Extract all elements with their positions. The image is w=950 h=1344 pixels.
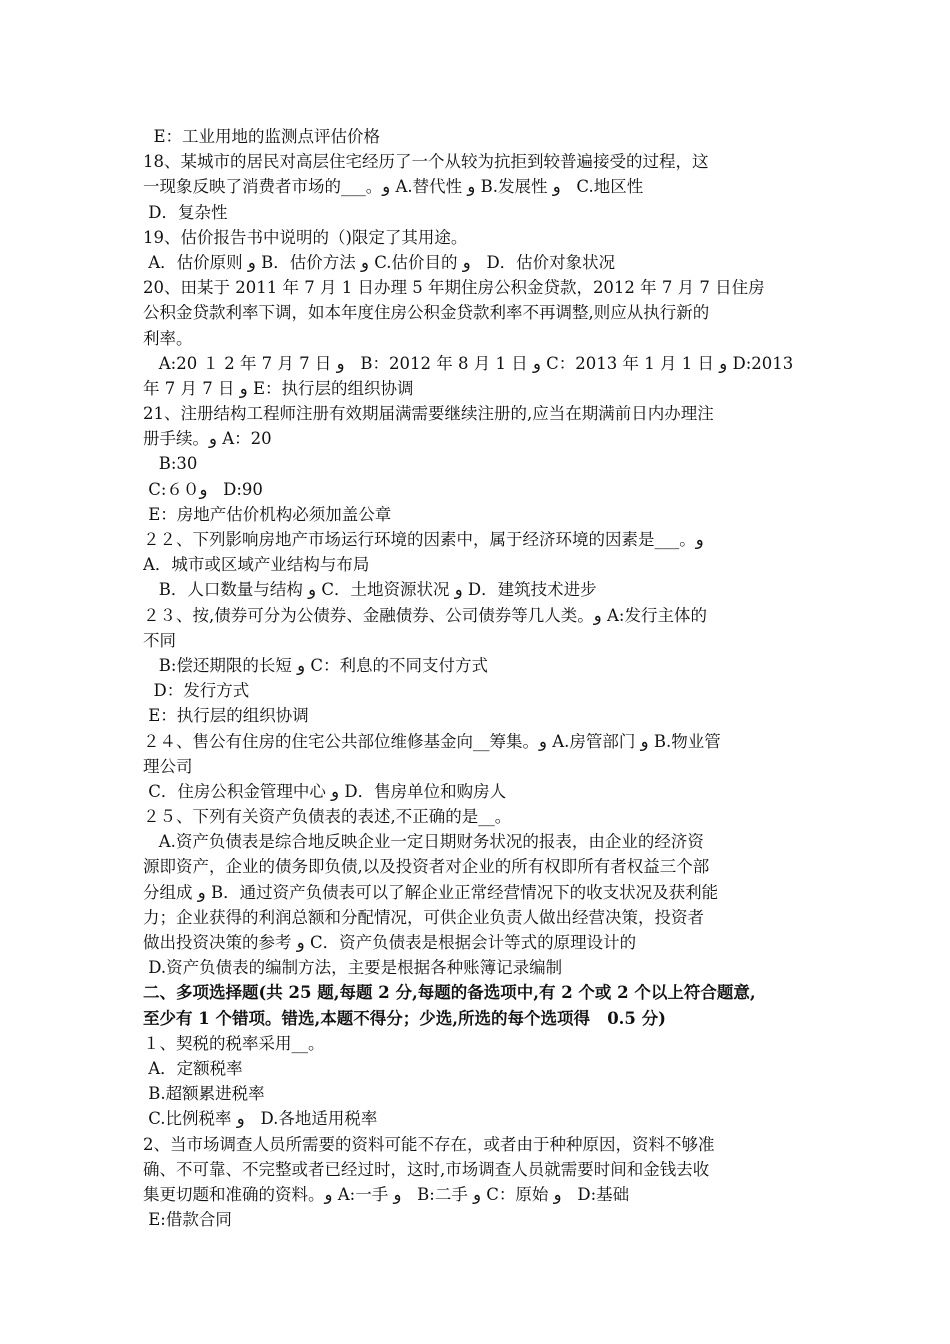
text-line: 源即资产，企业的债务即负债,以及投资者对企业的所有权即所有者权益三个部: [143, 857, 710, 877]
text-line: 理公司: [143, 756, 193, 776]
text-line: 公积金贷款利率下调，如本年度住房公积金贷款利率不再调整,则应从执行新的: [143, 303, 710, 323]
text-line: A.资产负债表是综合地反映企业一定日期财务状况的报表，由企业的经济资: [143, 832, 704, 852]
text-line: E：工业用地的监测点评估价格: [143, 127, 381, 146]
text-line: 19、估价报告书中说明的（)限定了其用途。: [143, 227, 468, 247]
section-heading: 至少有 1 个错项。错选,本题不得分；少选,所选的每个选项得 0.5 分): [143, 1008, 666, 1028]
text-line: 21、注册结构工程师注册有效期届满需要继续注册的,应当在期满前日内办理注: [143, 404, 714, 424]
text-line: 2、当市场调查人员所需要的资料可能不存在，或者由于种种原因，资料不够准: [143, 1134, 715, 1154]
document-page: [143, 124, 815, 1232]
text-line: B.超额累进税率: [143, 1084, 265, 1104]
text-line: B:30: [143, 454, 198, 474]
text-line: １、契税的税率采用__。: [143, 1033, 325, 1053]
text-line: 力；企业获得的利润总额和分配情况，可供企业负责人做出经营决策，投资者: [143, 907, 704, 927]
text-line: A．城市或区域产业结构与布局: [143, 555, 370, 575]
text-line: 确、不可靠、不完整或者已经过时，这时,市场调查人员就需要时间和金钱去收: [143, 1159, 710, 1179]
text-line: 不同: [143, 630, 176, 650]
text-line: ２５、下列有关资产负债表的表述,不正确的是__。: [143, 807, 512, 827]
text-line: 20、田某于 2011 年 7 月 1 日办理 5 年期住房公积金贷款，2012 年 7 月 7 日住房: [143, 278, 765, 298]
text-line: 18、某城市的居民对高层住宅经历了一个从较为抗拒到较普遍接受的过程，这: [143, 152, 709, 172]
text-line: D.资产负债表的编制方法，主要是根据各种账簿记录编制: [143, 958, 563, 978]
text-line: 册手续。و A：20: [143, 429, 272, 449]
text-line: B．人口数量与结构 و C．土地资源状况 و D．建筑技术进步: [143, 580, 597, 600]
text-line: E：房地产估价机构必须加盖公章: [143, 504, 392, 524]
text-line: 年 7 月 7 日 و E：执行层的组织协调: [143, 378, 414, 398]
text-line: 做出投资决策的参考 و C．资产负债表是根据会计等式的原理设计的: [143, 933, 637, 952]
text-line: D：发行方式: [143, 681, 250, 701]
text-line: E：执行层的组织协调: [143, 706, 309, 726]
text-line: A:20 １ 2 年 7 月 7 日 و B：2012 年 8 月 1 日 و C：2013 年 1 月 1 日 و D:2013: [143, 353, 794, 373]
text-line: E:借款合同: [143, 1210, 232, 1230]
text-line: D．复杂性: [143, 202, 228, 222]
text-line: C:６０و D:90: [143, 479, 263, 499]
section-heading: 二、多项选择题(共 25 题,每题 2 分,每题的备选项中,有 2 个或 2 个以上符合题意,: [143, 983, 756, 1003]
text-line: ２４、售公有住房的住宅公共部位维修基金向__筹集。و A.房管部门 و B.物业管: [143, 731, 721, 751]
text-line: 利率。: [143, 328, 193, 348]
text-line: B:偿还期限的长短 و C：利息的不同支付方式: [143, 655, 489, 675]
text-line: ２２、下列影响房地产市场运行环境的因素中，属于经济环境的因素是___。و: [143, 530, 704, 549]
text-line: 一现象反映了消费者市场的___。و A.替代性 و B.发展性 و C.地区性: [143, 177, 644, 197]
text-line: 集更切题和准确的资料。و A:一手 و B:二手 و C：原始 و D:基础: [143, 1184, 630, 1204]
text-line: A．估价原则 و B．估价方法 و C.估价目的 و D．估价对象状况: [143, 252, 616, 272]
text-line: C.比例税率 و D.各地适用税率: [143, 1109, 378, 1129]
text-line: ２３、按,债券可分为公债券、金融债券、公司债券等几人类。و A:发行主体的: [143, 605, 707, 625]
text-line: A．定额税率: [143, 1058, 243, 1078]
text-line: 分组成 و B．通过资产负债表可以了解企业正常经营情况下的收支状况及获利能: [143, 882, 719, 902]
text-line: C．住房公积金管理中心 و D．售房单位和购房人: [143, 781, 507, 801]
